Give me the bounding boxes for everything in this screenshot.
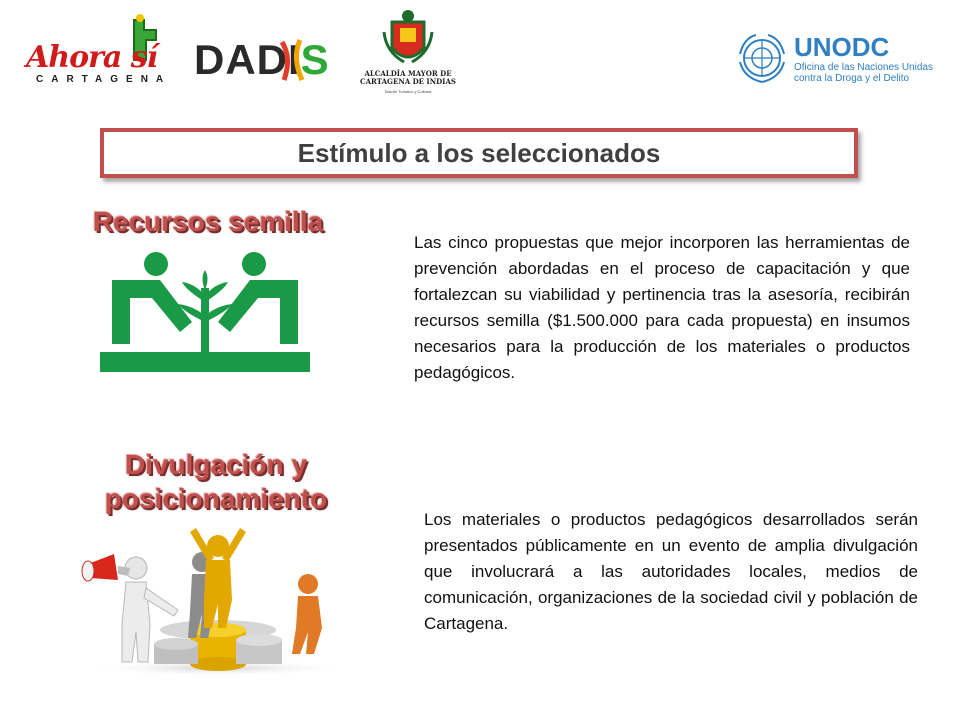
title-box [100,128,858,178]
alcaldia-title: ALCALDÍA MAYOR DE CARTAGENA DE INDIAS [360,69,456,86]
dadis-text [194,36,330,84]
megaphone-podium-icon [78,528,358,676]
unodc-logo [736,32,941,86]
unodc-subtitle-line2: contra la Droga y el Delito [794,73,910,84]
seed-funding-icon [100,252,310,374]
dadis-figure-icon [278,34,308,84]
dadis-text-accent: S [300,36,330,83]
unodc-subtitle [794,62,933,84]
alcaldia-subtitle: Distrito Turístico y Cultural [384,89,432,94]
divulgacion-heading-line2: posicionamiento [104,483,328,514]
recursos-semilla-heading: Recursos semilla [92,206,324,237]
dadis-logo [190,30,335,88]
alcaldia-cartagena-logo [356,8,460,96]
ahora-si-text: Ahora sí [26,40,158,75]
divulgacion-heading-line1: Divulgación y [124,449,308,480]
recursos-semilla-description: Las cinco propuestas que mejor incorporen las herramientas de prevención abordadas en el proceso de capacitación y que fortalezcan su viabilidad y pertinencia tras la asesoría, recibirán recursos semilla ($1.500.000 para cada propuesta) en insumos necesarios para la producción de los materiales o productos pedagógicos. [414,233,910,382]
divulgacion-heading [96,448,336,516]
ahora-si-cartagena-logo [22,14,172,86]
divulgacion-description: Los materiales o productos pedagógicos desarrollados serán presentados públicamente en un evento de amplia divulgación que involucrará a las autoridades locales, medios de comunicación, organizaciones de la sociedad civil y población de Cartagena. [424,510,918,633]
unodc-name: UNODC [794,32,890,62]
ahora-si-subtitle: CARTAGENA [36,74,172,85]
dadis-text-main: DADI [194,36,301,83]
un-emblem-icon [736,32,788,84]
page-title: Estímulo a los seleccionados [297,137,661,168]
coat-of-arms-icon [356,8,460,70]
unodc-subtitle-line1: Oficina de las Naciones Unidas [794,62,933,73]
